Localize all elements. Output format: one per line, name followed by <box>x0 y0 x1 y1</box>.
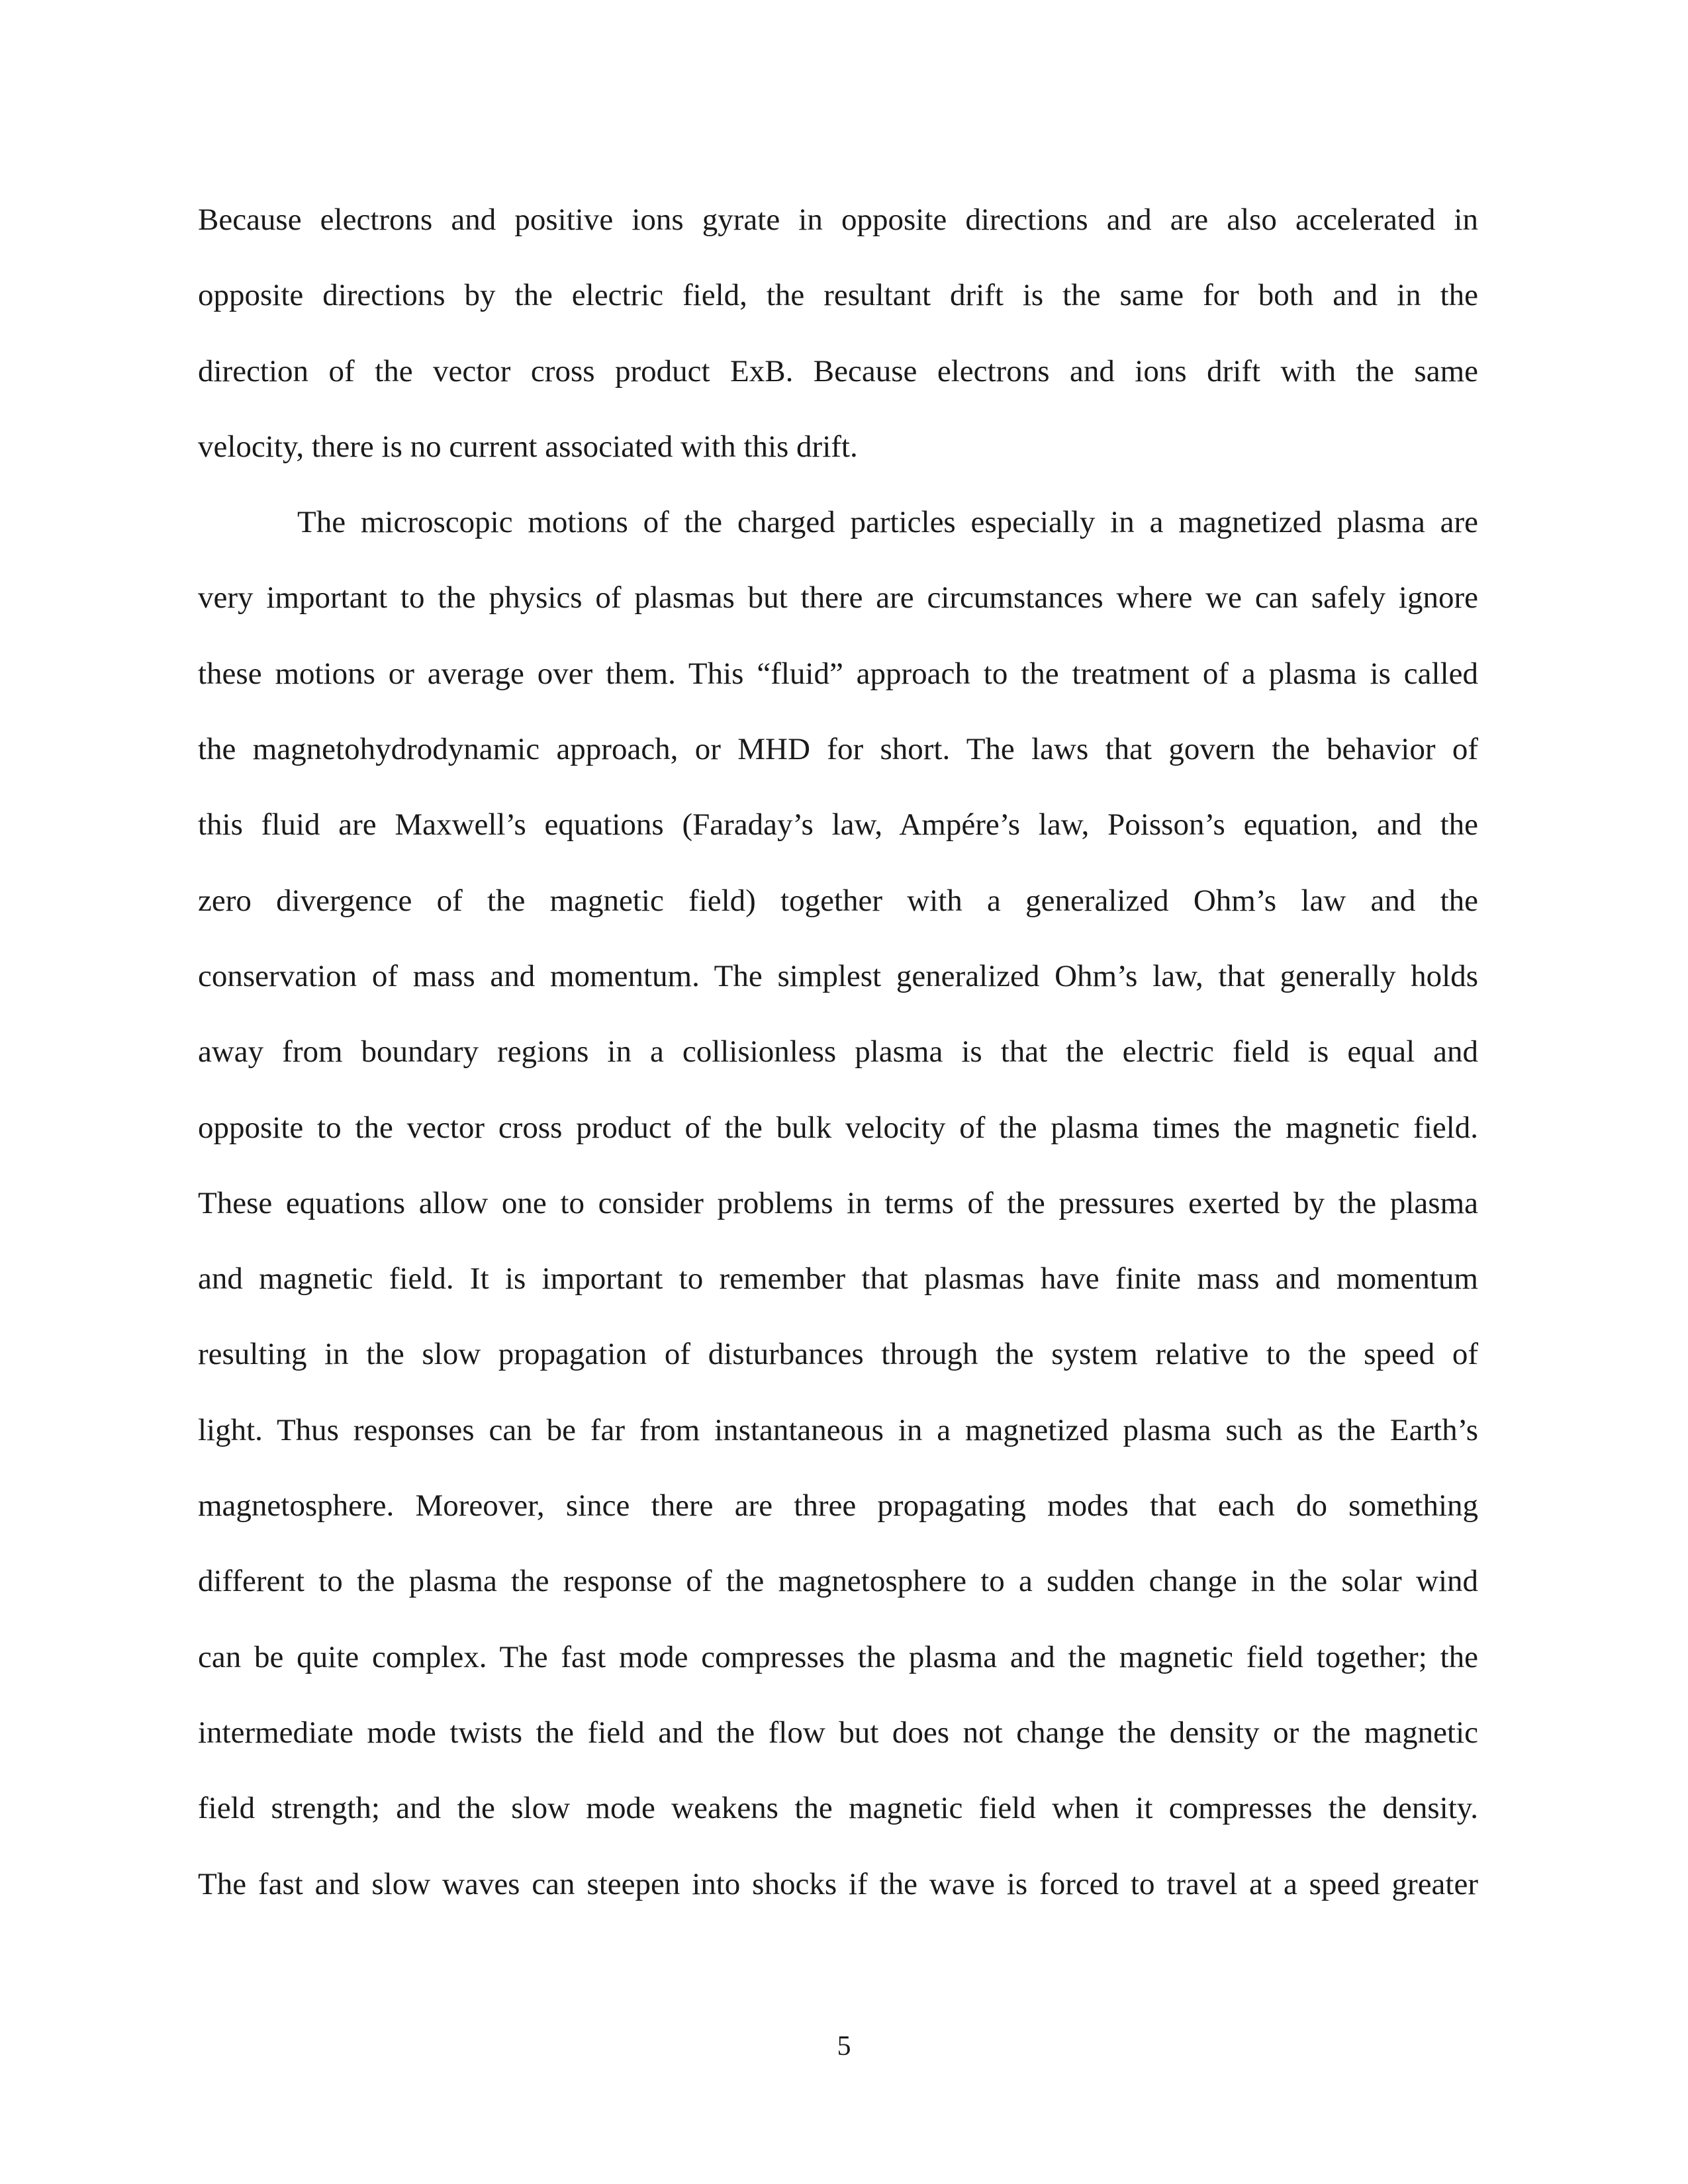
text-line: These equations allow one to consider problems in terms of the pressures exerted by the plasma <box>198 1185 1478 1220</box>
text-line: opposite directions by the electric field, the resultant drift is the same for both and in the <box>198 278 1478 313</box>
text-line: resulting in the slow propagation of disturbances through the system relative to the speed of <box>198 1337 1478 1372</box>
text-line: opposite to the vector cross product of the bulk velocity of the plasma times the magnetic field. <box>198 1110 1478 1145</box>
text-line: conservation of mass and momentum. The simplest generalized Ohm’s law, that generally holds <box>198 958 1478 993</box>
text-line: The fast and slow waves can steepen into shocks if the wave is forced to travel at a speed greater <box>198 1866 1478 1901</box>
text-line: light. Thus responses can be far from instantaneous in a magnetized plasma such as the Earth’s <box>198 1412 1478 1447</box>
text-line: different to the plasma the response of the magnetosphere to a sudden change in the solar wind <box>198 1564 1478 1599</box>
text-line: velocity, there is no current associated with this drift. <box>198 429 858 464</box>
text-line: zero divergence of the magnetic field) together with a generalized Ohm’s law and the <box>198 883 1478 918</box>
text-line: can be quite complex. The fast mode compresses the plasma and the magnetic field together; the <box>198 1639 1478 1674</box>
text-line: this fluid are Maxwell’s equations (Faraday’s law, Ampére’s law, Poisson’s equation, and the <box>198 807 1478 842</box>
text-line: the magnetohydrodynamic approach, or MHD for short. The laws that govern the behavior of <box>198 732 1478 767</box>
text-line: direction of the vector cross product ExB. Because electrons and ions drift with the same <box>198 353 1478 388</box>
text-line: magnetosphere. Moreover, since there are three propagating modes that each do something <box>198 1488 1478 1524</box>
text-line: The microscopic motions of the charged particles especially in a magnetized plasma are <box>297 505 1478 540</box>
text-line: and magnetic field. It is important to remember that plasmas have finite mass and momentum <box>198 1261 1478 1297</box>
text-line: field strength; and the slow mode weakens the magnetic field when it compresses the density. <box>198 1791 1478 1826</box>
text-line: these motions or average over them. This “fluid” approach to the treatment of a plasma is called <box>198 656 1478 691</box>
page-number: 5 <box>837 2031 851 2062</box>
text-line: Because electrons and positive ions gyrate in opposite directions and are also accelerated in <box>198 203 1478 237</box>
text-line: away from boundary regions in a collisionless plasma is that the electric field is equal and <box>198 1034 1478 1069</box>
body-text <box>198 191 1478 1931</box>
text-line: very important to the physics of plasmas but there are circumstances where we can safely ignore <box>198 580 1478 615</box>
text-line: intermediate mode twists the field and the flow but does not change the density or the magnetic <box>198 1715 1478 1750</box>
